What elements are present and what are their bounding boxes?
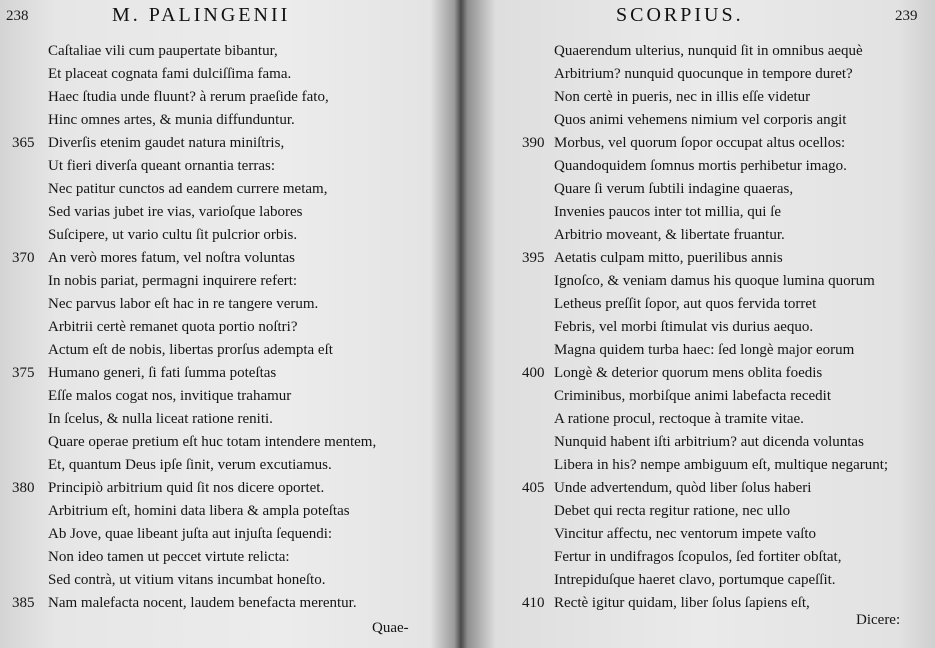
verse-text: Caſtaliae vili cum paupertate bibantur, [48,43,278,59]
right-running-header: SCORPIUS. [616,4,744,26]
verse-text: Nec patitur cunctos ad eandem currere metam, [48,181,328,197]
verse-line [12,270,432,293]
verse-text: In nobis pariat, permagni inquirere refert: [48,273,298,289]
verse-line [522,477,932,500]
verse-text: Ut fieri diverſa queant ornantia terras: [48,158,275,174]
verse-text: Ignoſco, & veniam damus his quoque lumina quorum [554,273,875,289]
verse-text: Haec ſtudia unde fluunt? à rerum praeſide fato, [48,89,329,105]
left-page [0,0,455,648]
verse-text: A ratione procul, rectoque à tramite vitae. [554,411,804,427]
verse-text: Morbus, vel quorum ſopor occupat altus ocellos: [554,135,846,151]
verse-text: Principiò arbitrium quid ſit nos dicere oportet. [48,480,325,496]
left-page-number: 238 [6,8,29,24]
verse-line [522,454,932,477]
verse-line [12,247,432,270]
verse-line [12,523,432,546]
verse-line [12,316,432,339]
line-number: 395 [522,250,545,266]
verse-text: Libera in his? nempe ambiguum eſt, multique negarunt; [554,457,889,473]
line-number: 385 [12,595,35,611]
verse-line [522,431,932,454]
verse-line [12,362,432,385]
verse-line [12,178,432,201]
verse-text: Diverſis etenim gaudet natura miniſtris, [48,135,285,151]
verse-text: Intrepiduſque haeret clavo, portumque capeſſit. [554,572,836,588]
verse-line [12,477,432,500]
verse-text: Sed contrà, ut vitium vitans incumbat honeſto. [48,572,326,588]
verse-line [522,293,932,316]
verse-text: Non ideo tamen ut peccet virtute relicta: [48,549,290,565]
verse-line [522,155,932,178]
verse-text: Hinc omnes artes, & munia diffunduntur. [48,112,295,128]
verse-text: Actum eſt de nobis, libertas prorſus adempta eſt [48,342,333,358]
verse-text: Aetatis culpam mitto, puerilibus annis [554,250,783,266]
verse-line [522,247,932,270]
verse-text: Vincitur affectu, nec ventorum impete vaſto [554,526,817,542]
line-number: 390 [522,135,545,151]
verse-line [12,224,432,247]
verse-line [522,63,932,86]
left-catchword: Quae- [372,620,409,636]
verse-line [522,86,932,109]
verse-line [522,316,932,339]
verse-line [522,132,932,155]
verse-text: Arbitrium eſt, homini data libera & ampla poteſtas [48,503,350,519]
verse-text: Debet qui recta regitur ratione, nec ullo [554,503,791,519]
verse-line [12,86,432,109]
verse-line [522,178,932,201]
verse-text: In ſcelus, & nulla liceat ratione reniti. [48,411,273,427]
verse-text: Invenies paucos inter tot millia, qui ſe [554,204,782,220]
verse-line [12,500,432,523]
verse-line [12,431,432,454]
verse-line [522,339,932,362]
verse-line [12,40,432,63]
verse-text: An verò mores fatum, vel noſtra voluntas [48,250,296,266]
verse-line [12,408,432,431]
verse-text: Quaerendum ulterius, nunquid ſit in omnibus aequè [554,43,863,59]
verse-line [522,500,932,523]
verse-text: Unde advertendum, quòd liber ſolus haberi [554,480,812,496]
verse-line [522,385,932,408]
verse-line [12,592,432,615]
verse-text: Fertur in undifragos ſcopulos, ſed fortiter obſtat, [554,549,842,565]
line-number: 380 [12,480,35,496]
verse-text: Quare ſi verum ſubtili indagine quaeras, [554,181,794,197]
verse-text: Febris, vel morbi ſtimulat vis durius aequo. [554,319,814,335]
line-number: 370 [12,250,35,266]
right-page [460,0,935,648]
verse-text: Quare operae pretium eſt huc totam intendere mentem, [48,434,377,450]
verse-text: Nam malefacta nocent, laudem benefacta merentur. [48,595,357,611]
verse-text: Letheus preſſit ſopor, aut quos fervida torret [554,296,817,312]
verse-text: Non certè in pueris, nec in illis eſſe videtur [554,89,811,105]
verse-line [522,523,932,546]
verse-text: Rectè igitur quidam, liber ſolus ſapiens eſt, [554,595,810,611]
verse-text: Arbitrium? nunquid quocunque in tempore duret? [554,66,853,82]
verse-line [12,201,432,224]
right-page-number: 239 [895,8,918,24]
verse-line [12,385,432,408]
left-running-header: M. PALINGENII [112,4,291,26]
verse-line [522,546,932,569]
verse-line [12,63,432,86]
right-catchword: Dicere: [856,612,901,628]
verse-line [522,569,932,592]
verse-line [12,155,432,178]
verse-line [522,224,932,247]
verse-line [522,362,932,385]
verse-text: Quandoquidem ſomnus mortis perhibetur imago. [554,158,847,174]
verse-line [12,454,432,477]
verse-text: Criminibus, morbiſque animi labefacta recedit [554,388,831,404]
verse-text: Ab Jove, quae libeant juſta aut injuſta ſequendi: [48,526,333,542]
line-number: 410 [522,595,545,611]
verse-line [522,408,932,431]
verse-text: Sed varias jubet ire vias, varioſque labores [48,204,303,220]
verse-text: Et, quantum Deus ipſe ſinit, verum excutiamus. [48,457,332,473]
verse-line [522,201,932,224]
verse-text: Eſſe malos cogat nos, invitique trahamur [48,388,292,404]
line-number: 365 [12,135,35,151]
left-page-text [12,40,432,615]
line-number: 405 [522,480,545,496]
verse-text: Humano generi, ſi fati ſumma poteſtas [48,365,277,381]
verse-text: Quos animi vehemens nimium vel corporis angit [554,112,847,128]
verse-text: Arbitrii certè remanet quota portio noſtri? [48,319,298,335]
verse-line [12,546,432,569]
verse-line [522,109,932,132]
line-number: 400 [522,365,545,381]
verse-text: Nec parvus labor eſt hac in re tangere verum. [48,296,319,312]
verse-line [12,339,432,362]
verse-line [522,40,932,63]
verse-line [12,132,432,155]
verse-text: Magna quidem turba haec: ſed longè major eorum [554,342,855,358]
verse-line [12,293,432,316]
verse-line [12,569,432,592]
verse-text: Arbitrio moveant, & libertate fruantur. [554,227,785,243]
verse-text: Suſcipere, ut vario cultu ſit pulcrior orbis. [48,227,298,243]
verse-text: Nunquid habent iſti arbitrium? aut dicenda voluntas [554,434,864,450]
verse-text: Et placeat cognata fami dulciſſima fama. [48,66,292,82]
right-page-text [522,40,932,615]
line-number: 375 [12,365,35,381]
verse-text: Longè & deterior quorum mens oblita foedis [554,365,823,381]
verse-line [12,109,432,132]
verse-line [522,270,932,293]
